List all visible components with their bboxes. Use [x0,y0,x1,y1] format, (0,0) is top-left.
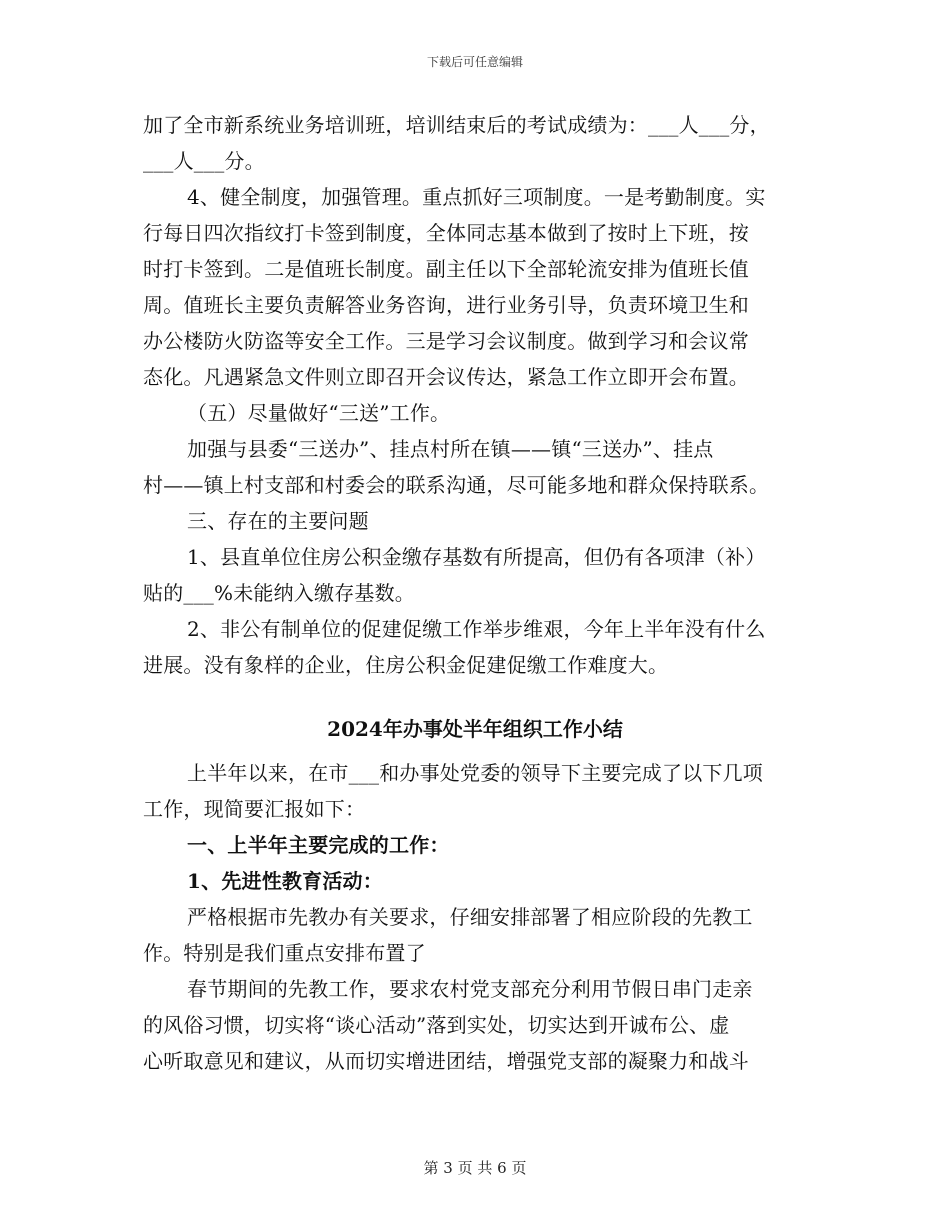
page-header-note: 下载后可任意编辑 [426,55,523,69]
body-line: 心听取意见和建议，从而切实增进团结，增强党支部的凝聚力和战斗 [143,1049,749,1073]
page-number: 第 3 页 共 6 页 [423,1159,527,1177]
body-line: 加强与县委“三送办”、挂点村所在镇——镇“三送办”、挂点 [187,437,714,461]
body-line: 工作，现简要汇报如下： [143,797,366,821]
body-line: 办公楼防火防盗等安全工作。三是学习会议制度。做到学习和会议常 [143,329,749,353]
body-line: ___人___分。 [143,149,265,173]
body-line: 进展。没有象样的企业，住房公积金促建促缴工作难度大。 [143,653,669,677]
subsection-heading: （五）尽量做好“三送”工作。 [187,401,451,425]
body-line: 的风俗习惯，切实将“谈心活动”落到实处，切实达到开诚布公、虚 [143,1013,730,1037]
section-heading: 三、存在的主要问题 [187,509,369,533]
body-line: 上半年以来，在市___和办事处党委的领导下主要完成了以下几项 [187,761,763,785]
section-heading: 一、上半年主要完成的工作： [187,833,450,857]
body-line: 严格根据市先教办有关要求，仔细安排部署了相应阶段的先教工 [187,905,753,929]
body-line: 贴的___%未能纳入缴存基数。 [143,581,416,605]
body-line: 1、县直单位住房公积金缴存基数有所提高，但仍有各项津（补） [187,545,766,569]
body-line: 2、非公有制单位的促建促缴工作举步维艰，今年上半年没有什么 [187,617,766,641]
subsection-heading: 1、先进性教育活动： [187,869,383,893]
document-title: 2024年办事处半年组织工作小结 [327,717,623,741]
body-line: 周。值班长主要负责解答业务咨询，进行业务引导，负责环境卫生和 [143,293,749,317]
body-line: 4、健全制度，加强管理。重点抓好三项制度。一是考勤制度。实 [187,185,766,209]
body-line: 村——镇上村支部和村委会的联系沟通，尽可能多地和群众保持联系。 [143,473,770,497]
body-line: 行每日四次指纹打卡签到制度，全体同志基本做到了按时上下班，按 [143,221,749,245]
body-line: 春节期间的先教工作，要求农村党支部充分利用节假日串门走亲 [187,977,753,1001]
body-line: 加了全市新系统业务培训班，培训结束后的考试成绩为：___人___分， [143,113,770,137]
body-line: 作。特别是我们重点安排布置了 [143,941,426,965]
body-line: 态化。凡遇紧急文件则立即召开会议传达，紧急工作立即开会布置。 [143,365,749,389]
body-line: 时打卡签到。二是值班长制度。副主任以下全部轮流安排为值班长值 [143,257,749,281]
